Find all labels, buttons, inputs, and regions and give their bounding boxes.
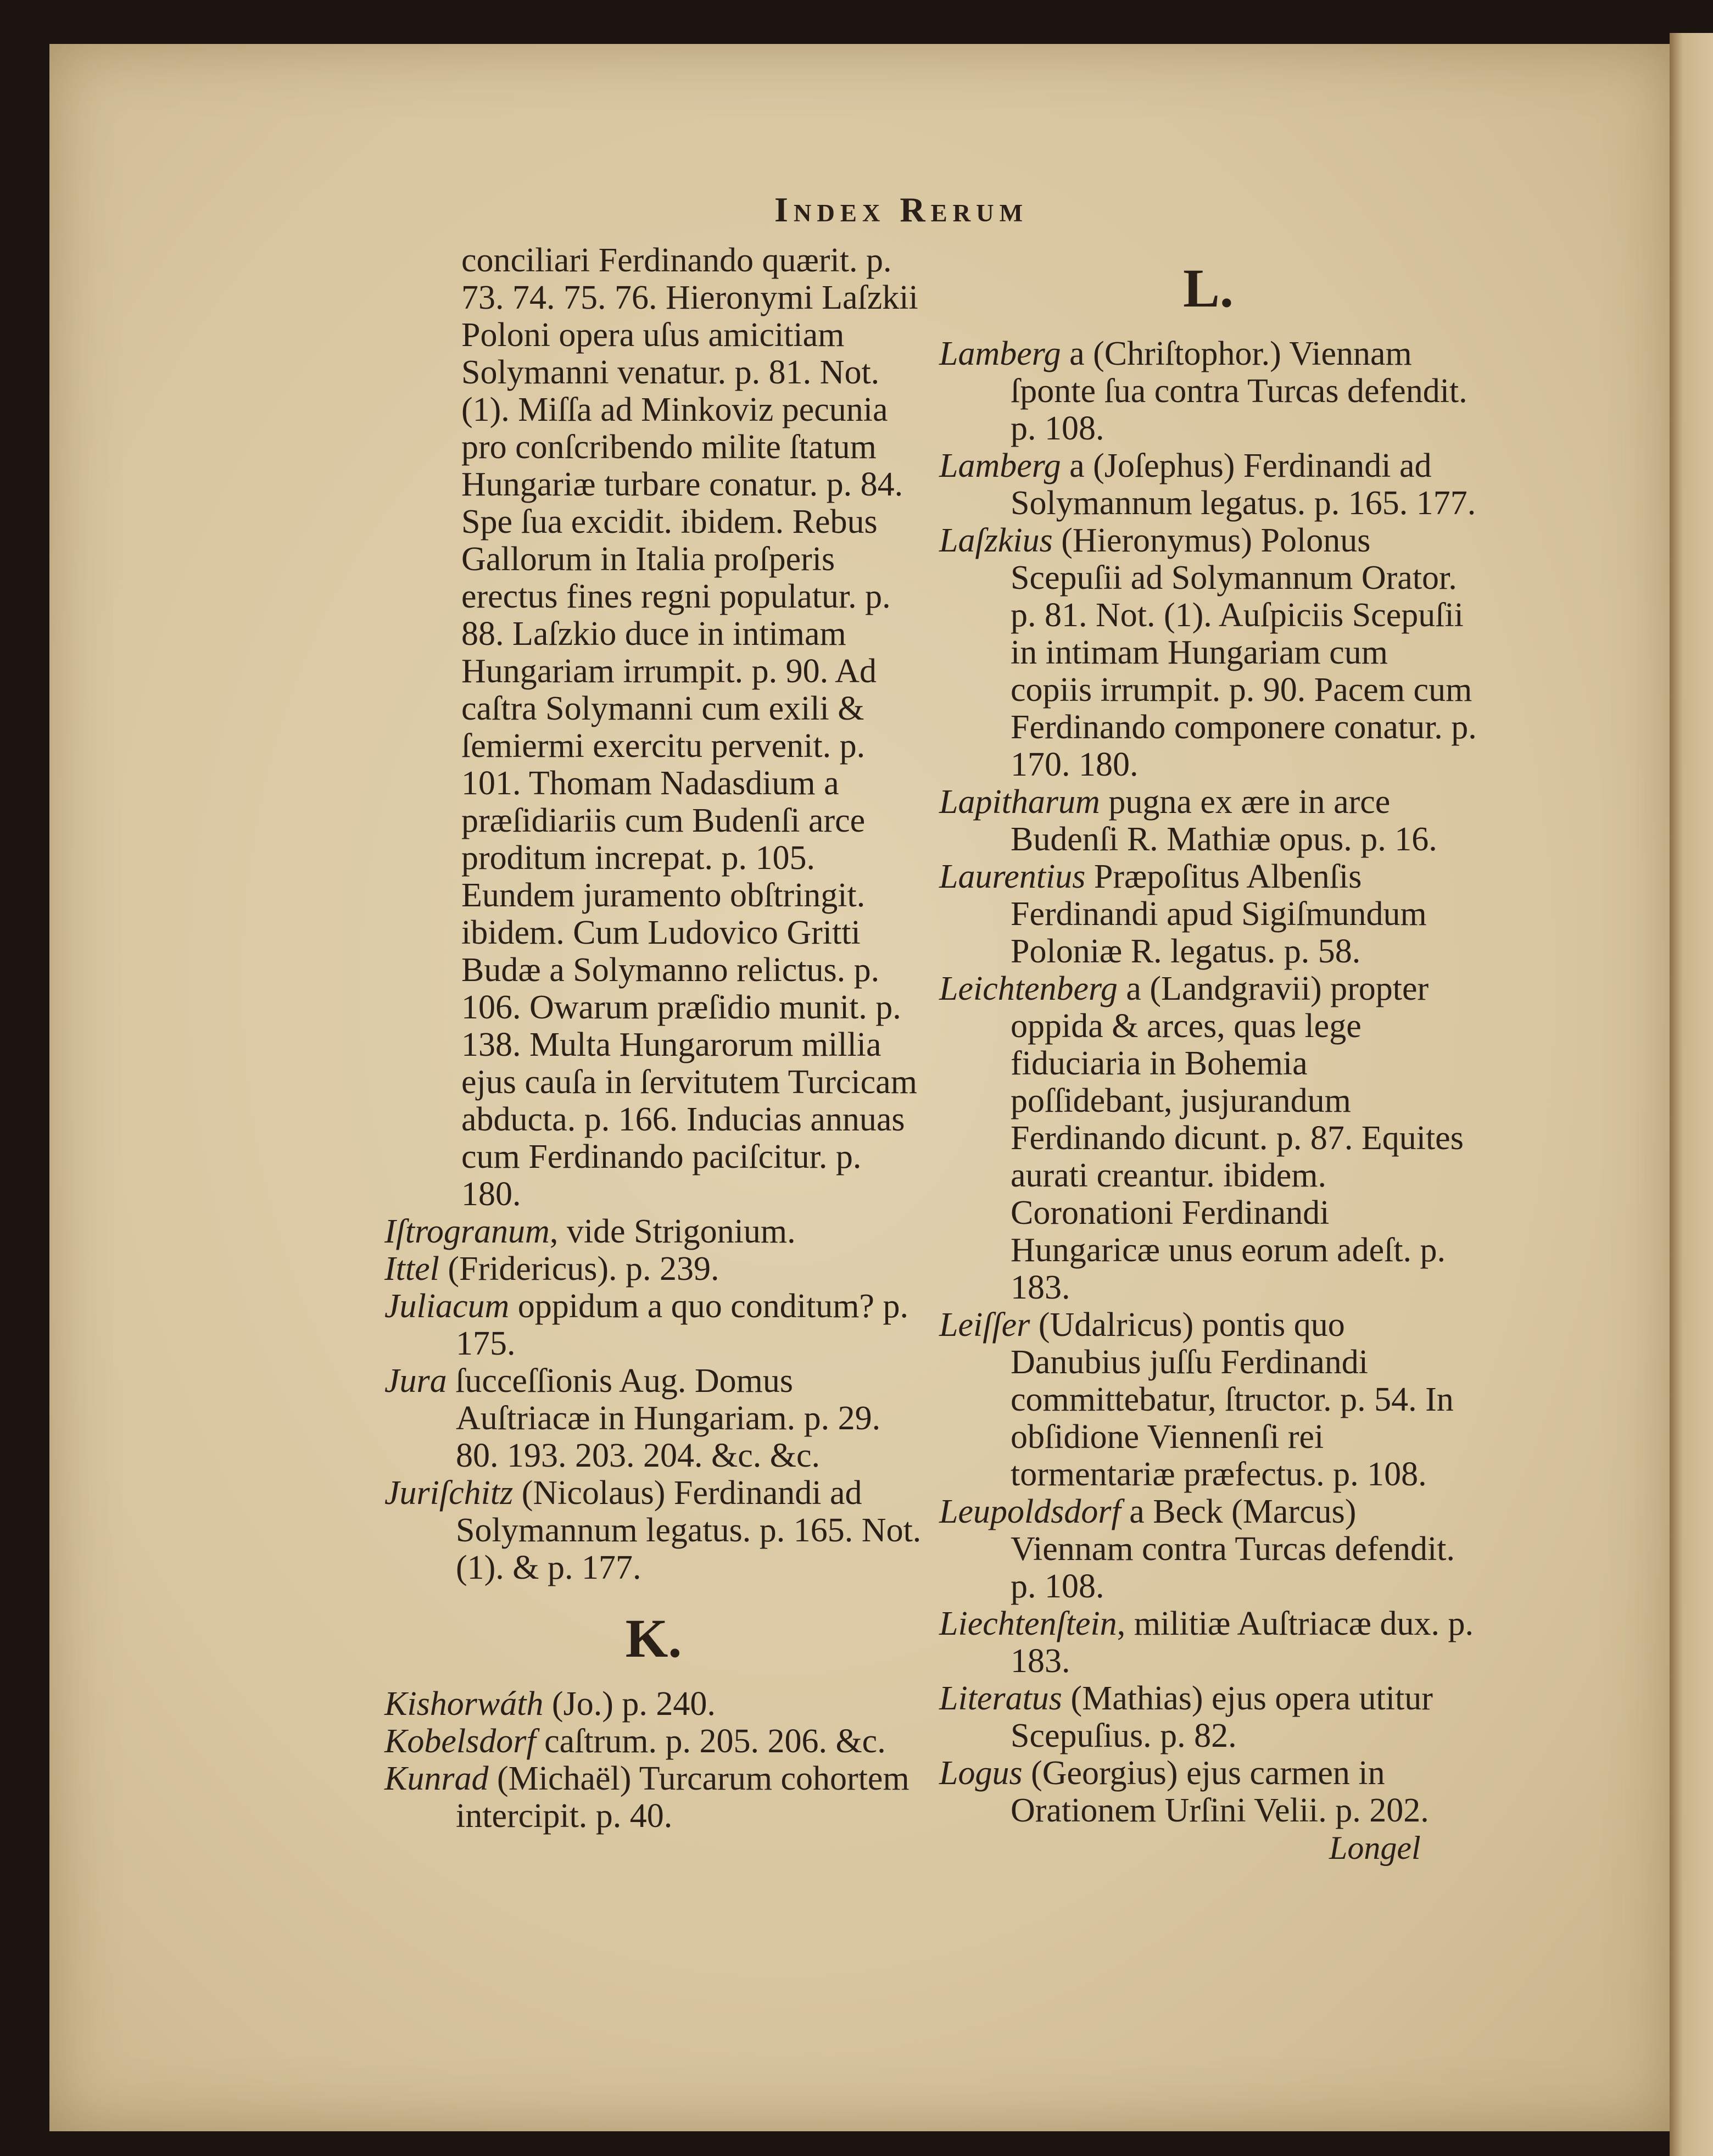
index-entry [939, 1754, 1477, 1829]
entry-text: (Fridericus). p. 239. [439, 1250, 719, 1288]
entry-text: (Georgius) ejus carmen in Orationem Urſini Velii. p. 202. [1011, 1754, 1429, 1829]
entry-text: (Udalricus) pontis quo Danubius juſſu Ferdinandi committebatur, ſtructor. p. 54. In obſidione Viennenſi rei tormentariæ præfectus. p. 108. [1011, 1306, 1454, 1493]
right-column [939, 236, 1477, 1829]
index-entry [384, 1474, 923, 1586]
entry-text: caſtrum. p. 205. 206. &c. [535, 1723, 886, 1760]
index-entry [939, 1306, 1477, 1493]
section-letter-k: K. [625, 1608, 682, 1669]
entry-headword: Leiſſer [939, 1306, 1030, 1344]
entry-headword: Kobelsdorf [384, 1723, 536, 1760]
entry-headword: Ittel [384, 1250, 439, 1288]
entry-text: (Jo.) p. 240. [543, 1685, 716, 1723]
entry-headword: Juriſchitz [384, 1474, 514, 1512]
entry-text: (Mathias) ejus opera utitur Scepuſius. p. 82. [1011, 1680, 1433, 1754]
entry-headword: Leichtenberg [939, 970, 1118, 1007]
entry-text: a Beck (Marcus) Viennam contra Turcas defendit. p. 108. [1011, 1493, 1455, 1605]
entry-text: ſucceſſionis Aug. Domus Auſtriacæ in Hungariam. p. 29. 80. 193. 203. 204. &c. &c. [447, 1362, 881, 1474]
entry-headword: Lamberg [939, 335, 1061, 372]
left-column [384, 242, 923, 1835]
index-entry [939, 1493, 1477, 1605]
index-entry [939, 1605, 1477, 1680]
entry-headword: Laurentius [939, 858, 1086, 895]
index-entry [939, 522, 1477, 783]
entry-headword: Kishorwáth [384, 1685, 544, 1723]
section-letter-l: L. [1183, 258, 1234, 319]
index-entry [384, 1723, 923, 1760]
entry-text: oppidum a quo conditum? p. 175. [456, 1288, 908, 1362]
index-entry [384, 1685, 923, 1723]
entry-headword: Literatus [939, 1680, 1062, 1717]
entry-text: a (Landgravii) propter oppida & arces, quas lege fiduciaria in Bohemia poſſidebant, jusjurandum Ferdinando dicunt. p. 87. Equites aurati creantur. ibidem. Coronationi Ferdinandi Hungaricæ unus eorum adeſt. p. 183. [1011, 970, 1464, 1306]
index-entry [939, 858, 1477, 970]
entry-text: a (Chriſtophor.) Viennam ſponte ſua contra Turcas defendit. p. 108. [1011, 335, 1468, 447]
entry-headword: Lamberg [939, 447, 1061, 484]
index-entry [384, 1250, 923, 1288]
index-entry [939, 970, 1477, 1306]
entry-headword: Leupoldsdorf [939, 1493, 1121, 1530]
index-entry [939, 447, 1477, 522]
entry-text: a (Joſephus) Ferdinandi ad Solymannum legatus. p. 165. 177. [1011, 447, 1476, 522]
catchword: Longel [1329, 1830, 1421, 1866]
entry-headword: Liechtenſtein [939, 1605, 1117, 1642]
entry-text: Præpoſitus Albenſis Ferdinandi apud Sigiſmundum Poloniæ R. legatus. p. 58. [1011, 858, 1427, 970]
index-entry [384, 1213, 923, 1250]
entry-headword: Juliacum [384, 1288, 510, 1325]
index-entry [384, 1362, 923, 1474]
index-entry [384, 1288, 923, 1362]
index-entry [939, 1680, 1477, 1754]
continuation-entry: conciliari Ferdinando quærit. p. 73. 74. 75. 76. Hieronymi Laſzkii Poloni opera uſus amicitiam Solymanni venatur. p. 81. Not. (1). Miſſa ad Minkoviz pecunia pro conſcribendo milite ſtatum Hungariæ turbare conatur. p. 84. Spe ſua excidit. ibidem. Rebus Gallorum in Italia proſperis erectus fines regni populatur. p. 88. Laſzkio duce in intimam Hungariam irrumpit. p. 90. Ad caſtra Solymanni cum exili & ſemiermi exercitu pervenit. p. 101. Thomam Nadasdium a præſidiariis cum Budenſi arce proditum increpat. p. 105. Eundem juramento obſtringit. ibidem. Cum Ludovico Gritti Budæ a Solymanno relictus. p. 106. Owarum præſidio munit. p. 138. Multa Hungarorum millia ejus cauſa in ſervitutem Turcicam abducta. p. 166. Inducias annuas cum Ferdinando paciſcitur. p. 180. [461, 242, 918, 1213]
entry-headword: Laſzkius [939, 522, 1053, 559]
entry-text: (Michaël) Turcarum cohortem intercipit. p. 40. [456, 1760, 909, 1835]
entry-text: (Nicolaus) Ferdinandi ad Solymannum legatus. p. 165. Not. (1). & p. 177. [456, 1474, 922, 1586]
index-entry [939, 335, 1477, 447]
entry-headword: Jura [384, 1362, 447, 1400]
entry-text: pugna ex ære in arce Budenſi R. Mathiæ opus. p. 16. [1011, 783, 1437, 858]
entry-text: (Hieronymus) Polonus Scepuſii ad Solymannum Orator. p. 81. Not. (1). Auſpiciis Scepuſii in intimam Hungariam cum copiis irrumpit. p. 90. Pacem cum Ferdinando componere conatur. p. 170. 180. [1011, 522, 1477, 783]
entry-text: , militiæ Auſtriacæ dux. p. 183. [1011, 1605, 1474, 1680]
entry-headword: Logus [939, 1754, 1023, 1792]
entry-text: , vide Strigonium. [549, 1213, 796, 1250]
index-entry [384, 1760, 923, 1835]
facing-page-edge [1670, 33, 1713, 2156]
entry-headword: Iſtrogranum [384, 1213, 550, 1250]
index-entry [939, 783, 1477, 858]
entry-headword: Lapitharum [939, 783, 1100, 821]
running-header: Index Rerum [774, 190, 1029, 229]
entry-headword: Kunrad [384, 1760, 489, 1797]
